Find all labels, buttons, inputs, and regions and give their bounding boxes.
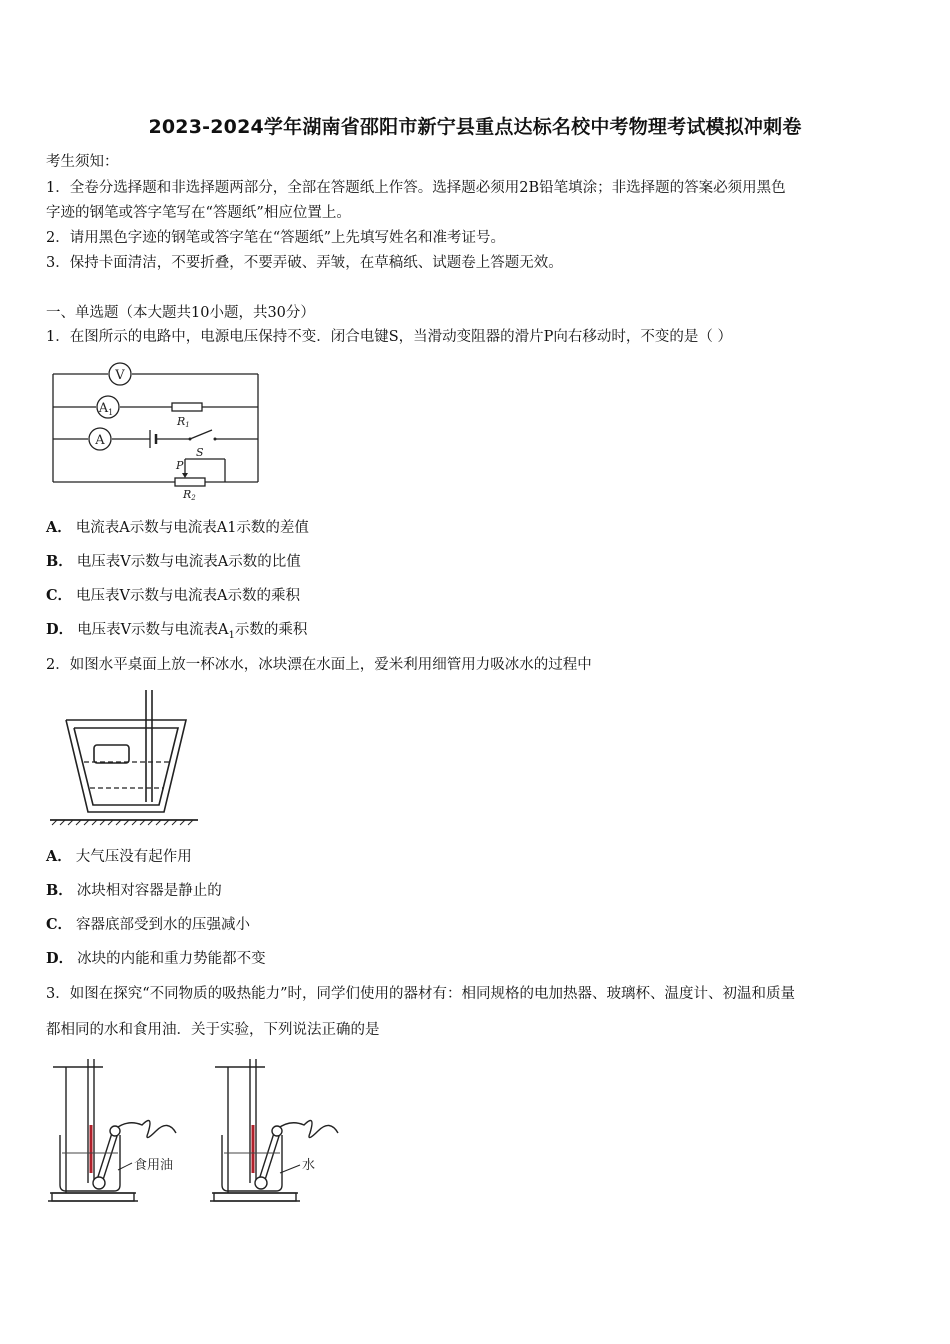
q1-option-d[interactable]: D． 电压表V示数与电流表$A_1$示数的乘积	[46, 621, 308, 641]
section-heading: 一、单选题（本大题共10小题，共30分）	[46, 305, 315, 321]
q3-apparatus-oil	[48, 1055, 198, 1210]
q2-option-b[interactable]: B． 冰块相对容器是静止的	[46, 882, 222, 899]
q2-option-a[interactable]: A． 大气压没有起作用	[46, 848, 192, 865]
q1-option-a[interactable]: A． 电流表A示数与电流表A1示数的差值	[46, 519, 309, 536]
water-label: 水	[302, 1158, 316, 1173]
oil-label: 食用油	[134, 1158, 174, 1173]
q3-stem-line1: 3．如图在探究“不同物质的吸热能力”时，同学们使用的器材有：相同规格的电加热器、玻璃杯、温度计、初温和质量	[46, 986, 796, 1002]
q2-option-c[interactable]: C． 容器底部受到水的压强减小	[46, 916, 251, 933]
q3-apparatus-water	[210, 1055, 350, 1210]
q1-stem: 1．在图所示的电路中，电源电压保持不变．闭合电键S，当滑动变阻器的滑片P向右移动时，不变的是（ ）	[46, 329, 733, 345]
r1-label: R1	[177, 415, 190, 429]
r2-label: R2	[183, 488, 196, 502]
q3-stem-line2: 都相同的水和食用油．关于实验，下列说法正确的是	[46, 1022, 380, 1038]
slider-label: P	[176, 459, 184, 472]
q2-cup-diagram	[48, 690, 198, 830]
ammeter-a1-label: $A_1$	[98, 401, 114, 417]
notice-item-3: 3．保持卡面清洁，不要折叠，不要弄破、弄皱，在草稿纸、试题卷上答题无效。	[46, 255, 563, 271]
q2-option-d[interactable]: D． 冰块的内能和重力势能都不变	[46, 950, 266, 967]
notice-item-1: 1．全卷分选择题和非选择题两部分，全部在答题纸上作答。选择题必须用2B铅笔填涂；非选择题的答案必须用黑色	[46, 180, 786, 196]
notice-heading: 考生须知：	[46, 154, 119, 170]
q1-option-c[interactable]: C． 电压表V示数与电流表A示数的乘积	[46, 587, 300, 604]
voltmeter-label: V	[115, 368, 125, 383]
switch-label: S	[196, 446, 204, 459]
q2-stem: 2．如图水平桌面上放一杯冰水，冰块漂在水面上，爱米利用细管用力吸冰水的过程中	[46, 657, 592, 673]
ammeter-a-label: A	[95, 433, 105, 448]
q1-circuit-diagram	[50, 362, 265, 502]
q1-option-b[interactable]: B． 电压表V示数与电流表A示数的比值	[46, 553, 301, 570]
page-title: 2023-2024学年湖南省邵阳市新宁县重点达标名校中考物理考试模拟冲刺卷	[148, 116, 802, 138]
notice-item-1-cont: 字迹的钢笔或答字笔写在“答题纸”相应位置上。	[46, 205, 351, 221]
notice-item-2: 2．请用黑色字迹的钢笔或答字笔在“答题纸”上先填写姓名和准考证号。	[46, 230, 506, 246]
